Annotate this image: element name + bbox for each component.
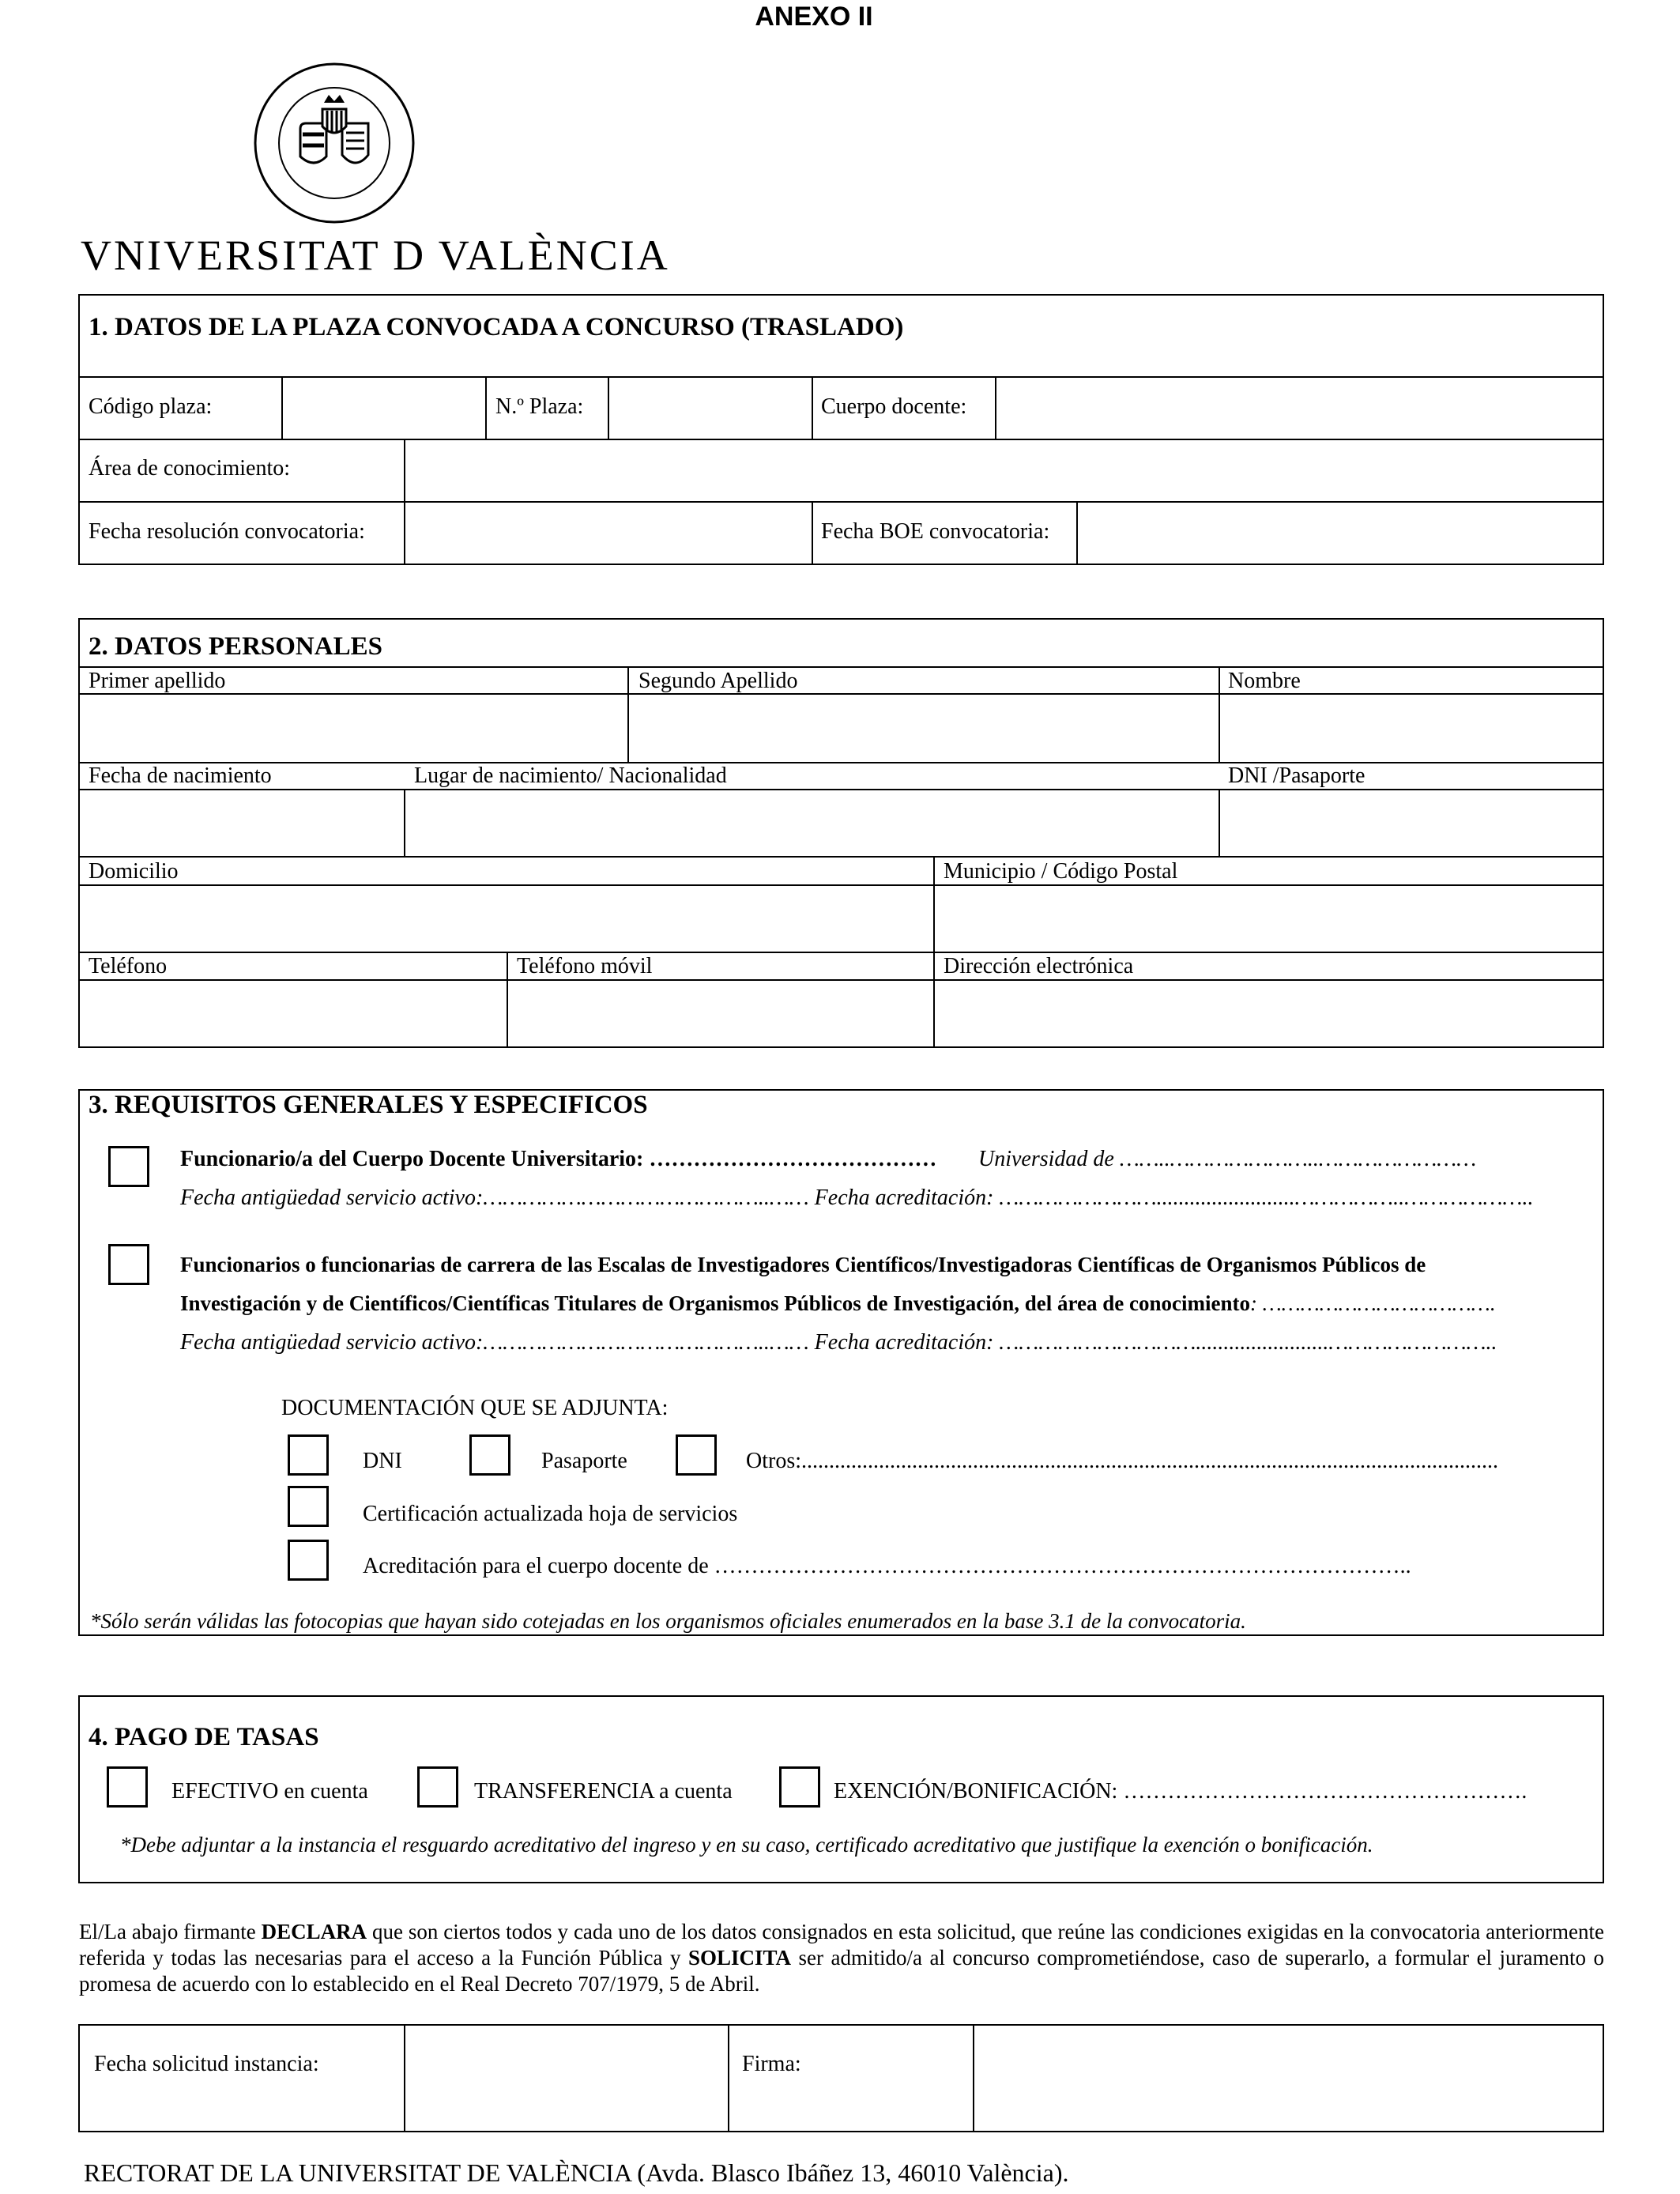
codigo-plaza-field[interactable]: [283, 378, 484, 437]
primer-apellido-label: Primer apellido: [89, 669, 226, 693]
segundo-apellido-label: Segundo Apellido: [638, 669, 798, 693]
n-plaza-label: N.º Plaza:: [495, 394, 584, 419]
nombre-label: Nombre: [1228, 669, 1301, 693]
doc-acreditacion-checkbox[interactable]: [288, 1540, 329, 1581]
municipio-field[interactable]: [935, 886, 1603, 951]
section-3-note: *Sólo serán válidas las fotocopias que hayan sido cotejadas en los organismos oficiales enumerados en la base 3.1 de la convocatoria.: [90, 1609, 1246, 1633]
documentacion-title: DOCUMENTACIÓN QUE SE ADJUNTA:: [281, 1396, 669, 1420]
university-name-logo: VNIVERSITAT D VALÈNCIA: [81, 232, 670, 279]
doc-otros-checkbox[interactable]: [676, 1434, 717, 1476]
cuerpo-docente-label: Cuerpo docente:: [821, 394, 967, 419]
section-4-title: 4. PAGO DE TASAS: [89, 1723, 319, 1751]
exencion-label: EXENCIÓN/BONIFICACIÓN: ……………………………………………….: [834, 1779, 1527, 1804]
fecha-boe-field[interactable]: [1078, 503, 1603, 564]
codigo-plaza-label: Código plaza:: [89, 394, 213, 419]
opt2-bold-b: Investigación y de Científicos/Científicas Titulares de Organismos Públicos de Investigación, del área de conocimiento: [180, 1291, 1250, 1315]
efectivo-label: EFECTIVO en cuenta: [171, 1779, 368, 1804]
email-field[interactable]: [935, 981, 1603, 1046]
section-2-title: 2. DATOS PERSONALES: [89, 632, 382, 661]
nombre-field[interactable]: [1220, 695, 1603, 761]
domicilio-field[interactable]: [80, 886, 932, 951]
firma-label: Firma:: [742, 2052, 801, 2076]
funcionario-docente-checkbox[interactable]: [108, 1146, 149, 1187]
exencion-checkbox[interactable]: [779, 1766, 820, 1808]
municipio-label: Municipio / Código Postal: [944, 859, 1178, 884]
doc-certificacion-checkbox[interactable]: [288, 1486, 329, 1527]
dni-pasaporte-field[interactable]: [1220, 790, 1603, 855]
section-1-title: 1. DATOS DE LA PLAZA CONVOCADA A CONCURSO (TRASLADO): [89, 313, 904, 341]
funcionario-docente-label: Funcionario/a del Cuerpo Docente Universitario: …………………………………: [180, 1147, 937, 1171]
university-seal-logo: [253, 62, 416, 224]
fecha-resolucion-field[interactable]: [405, 503, 810, 564]
annex-title: ANEXO II: [755, 2, 873, 32]
opt2-fechas-line: Fecha antigüedad servicio activo:……………………………………..…… Fecha acreditación: …………………………........................……………………..: [180, 1330, 1497, 1355]
doc-pasaporte-label: Pasaporte: [541, 1449, 627, 1473]
fecha-nacimiento-field[interactable]: [80, 790, 403, 855]
fecha-boe-label: Fecha BOE convocatoria:: [821, 519, 1050, 544]
doc-dni-checkbox[interactable]: [288, 1434, 329, 1476]
telefono-movil-label: Teléfono móvil: [517, 954, 653, 978]
fecha-resolucion-label: Fecha resolución convocatoria:: [89, 519, 365, 544]
area-conocimiento-label: Área de conocimiento:: [89, 456, 291, 481]
footer-address: RECTORAT DE LA UNIVERSITAT DE VALÈNCIA (Avda. Blasco Ibáñez 13, 46010 València).: [84, 2158, 1069, 2187]
telefono-field[interactable]: [80, 981, 506, 1046]
efectivo-checkbox[interactable]: [107, 1766, 148, 1808]
segundo-apellido-field[interactable]: [629, 695, 1218, 761]
dni-pasaporte-label: DNI /Pasaporte: [1228, 763, 1365, 788]
universidad-label: Universidad de ……..…………………..……………………: [978, 1147, 1477, 1171]
doc-dni-label: DNI: [363, 1449, 402, 1473]
section-4-note: *Debe adjuntar a la instancia el resguardo acreditativo del ingreso y en su caso, certificado acreditativo que justifique la exención o bonificación.: [120, 1833, 1373, 1857]
cuerpo-docente-field[interactable]: [996, 378, 1603, 437]
lugar-nacimiento-field[interactable]: [405, 790, 1218, 855]
fecha-solicitud-field[interactable]: [405, 2026, 727, 2131]
doc-acreditacion-label: Acreditación para el cuerpo docente de …………………………………………………………………………………..: [363, 1554, 1411, 1578]
firma-field[interactable]: [974, 2026, 1603, 2131]
telefono-movil-field[interactable]: [508, 981, 932, 1046]
opt1-fechas-line: Fecha antigüedad servicio activo:……………………………………..…… Fecha acreditación: …………………….........................……………..………………..: [180, 1186, 1534, 1210]
telefono-label: Teléfono: [89, 954, 168, 978]
doc-pasaporte-checkbox[interactable]: [469, 1434, 510, 1476]
funcionario-investigador-label-b: [180, 1293, 1496, 1314]
transferencia-checkbox[interactable]: [417, 1766, 458, 1808]
declaration-paragraph: El/La abajo firmante DECLARA que son ciertos todos y cada uno de los datos consignados en esta solicitud, que reúne las condiciones exigidas en la convocatoria anteriormente referida y todas las necesarias para el acceso a la Función Pública y SOLICITA ser admitido/a al concurso comprometiéndose, caso de superarlo, a formular el juramento o promesa de acuerdo con lo establecido en el Real Decreto 707/1979, 5 de Abril.: [79, 1920, 1605, 1996]
domicilio-label: Domicilio: [89, 859, 179, 884]
lugar-nacimiento-label: Lugar de nacimiento/ Nacionalidad: [414, 763, 727, 788]
section-3-title: 3. REQUISITOS GENERALES Y ESPECIFICOS: [89, 1091, 648, 1119]
funcionario-investigador-checkbox[interactable]: [108, 1244, 149, 1285]
fecha-solicitud-label: Fecha solicitud instancia:: [94, 2052, 319, 2076]
doc-certificacion-label: Certificación actualizada hoja de servicios: [363, 1502, 738, 1526]
area-conocimiento-field[interactable]: [405, 440, 1603, 499]
email-label: Dirección electrónica: [944, 954, 1134, 978]
transferencia-label: TRANSFERENCIA a cuenta: [474, 1779, 733, 1804]
area-dots: : ……………………………….: [1249, 1291, 1496, 1315]
fecha-nacimiento-label: Fecha de nacimiento: [89, 763, 272, 788]
primer-apellido-field[interactable]: [80, 695, 627, 761]
n-plaza-field[interactable]: [609, 378, 810, 437]
doc-otros-label: Otros:..............................................................................................................................: [746, 1449, 1498, 1473]
funcionario-investigador-label-a: Funcionarios o funcionarias de carrera de las Escalas de Investigadores Científicos/Investigadoras Científicas de Organismos Públicos de: [180, 1253, 1426, 1276]
